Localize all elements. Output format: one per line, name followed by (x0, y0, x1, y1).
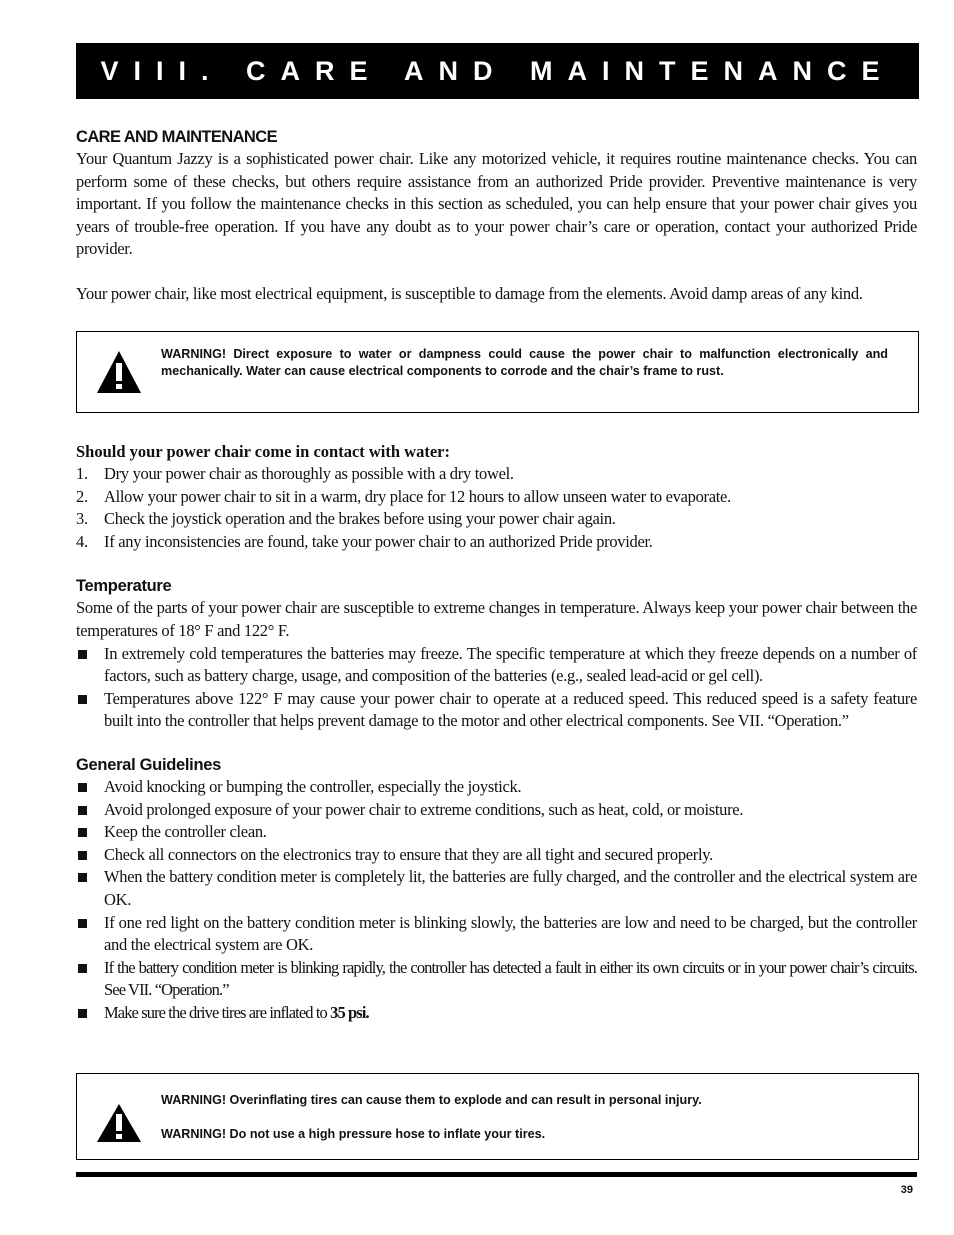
elements-paragraph: Your power chair, like most electrical equipment, is susceptible to damage from the elements. Avoid damp areas of any kind. (76, 283, 863, 303)
list-item: When the battery condition meter is completely lit, the batteries are fully charged, and the controller and the electrical system are OK. (76, 866, 917, 911)
bullet-square-icon (78, 806, 87, 815)
guidelines-list (76, 776, 917, 1025)
list-item: If one red light on the battery condition meter is blinking slowly, the batteries are low and need to be charged, but the controller and the electrical system are OK. (76, 912, 917, 957)
bullet-square-icon (78, 828, 87, 837)
bullet-square-icon (78, 919, 87, 928)
list-item: Temperatures above 122° F may cause your power chair to operate at a reduced speed. This reduced speed is a safety feature built into the controller that helps prevent damage to the motor and other electrical components. See VII. “Operation.” (76, 688, 917, 733)
water-contact-heading: Should your power chair come in contact with water: (76, 442, 450, 461)
warning-triangle-icon (96, 350, 142, 394)
water-warning-box (76, 331, 919, 413)
list-item: 1. Dry your power chair as thoroughly as possible with a dry towel. (76, 464, 514, 483)
bullet-square-icon (78, 650, 87, 659)
care-section (76, 126, 917, 306)
guidelines-heading: General Guidelines (76, 755, 221, 774)
tire-pressure-value: 35 psi. (330, 1002, 369, 1022)
bullet-square-icon (78, 873, 87, 882)
footer-rule (76, 1172, 917, 1177)
water-contact-section (76, 441, 917, 1024)
list-item: Make sure the drive tires are inflated to 35 psi. (76, 1002, 917, 1025)
warning-triangle-icon (96, 1103, 142, 1143)
tire-overinflate-warning: WARNING! Overinflating tires can cause them to explode and can result in personal injury. (161, 1093, 702, 1107)
bullet-square-icon (78, 783, 87, 792)
list-item: Avoid knocking or bumping the controller, especially the joystick. (76, 776, 917, 799)
tire-warning-box (76, 1073, 919, 1160)
bullet-square-icon (78, 851, 87, 860)
care-heading: CARE AND MAINTENANCE (76, 128, 277, 146)
care-intro-paragraph: Your Quantum Jazzy is a sophisticated power chair. Like any motorized vehicle, it requires routine maintenance checks. You can perform some of these checks, but others require assistance from an authorized Pride provider. Preventive maintenance is very important. If you follow the maintenance checks in this section as scheduled, you can help ensure that your power chair gives you years of trouble-free operation. If you have any doubt as to your power chair’s care or operation, contact your authorized Pride provider. (76, 149, 917, 259)
water-warning-text: WARNING! Direct exposure to water or dampness could cause the power chair to malfunction electronically and mechanically. Water can cause electrical components to corrode and the chair’s frame to rust. (161, 347, 888, 378)
page-number: 39 (900, 1184, 913, 1196)
temperature-intro: Some of the parts of your power chair are susceptible to extreme changes in temperature. Always keep your power chair between the temperatures of 18° F and 122° F. (76, 598, 917, 640)
list-item: If the battery condition meter is blinking rapidly, the controller has detected a fault in either its own circuits or in your power chair’s circuits. See VII. “Operation.” (76, 957, 917, 1002)
bullet-square-icon (78, 695, 87, 704)
high-pressure-hose-warning: WARNING! Do not use a high pressure hose to inflate your tires. (161, 1127, 546, 1141)
chapter-banner (76, 43, 919, 99)
list-item: 2. Allow your power chair to sit in a warm, dry place for 12 hours to allow unseen water to evaporate. (76, 486, 731, 506)
list-item: 4. If any inconsistencies are found, take your power chair to an authorized Pride provider. (76, 531, 653, 551)
bullet-square-icon (78, 1009, 87, 1018)
list-item: In extremely cold temperatures the batteries may freeze. The specific temperature at which they freeze depends on a number of factors, such as battery charge, usage, and composition of the batteries (e.g., sealed lead-acid or gel cell). (76, 643, 917, 688)
list-item: Check all connectors on the electronics tray to ensure that they are all tight and secured properly. (76, 844, 917, 867)
chapter-title: VIII. CARE AND MAINTENANCE (100, 55, 895, 86)
temperature-list (76, 643, 917, 733)
list-item: Avoid prolonged exposure of your power chair to extreme conditions, such as heat, cold, or moisture. (76, 799, 917, 822)
list-item: Keep the controller clean. (76, 821, 917, 844)
temperature-heading: Temperature (76, 577, 172, 596)
list-item: 3. Check the joystick operation and the brakes before using your power chair again. (76, 509, 616, 529)
water-steps-list (76, 463, 917, 553)
bullet-square-icon (78, 964, 87, 973)
